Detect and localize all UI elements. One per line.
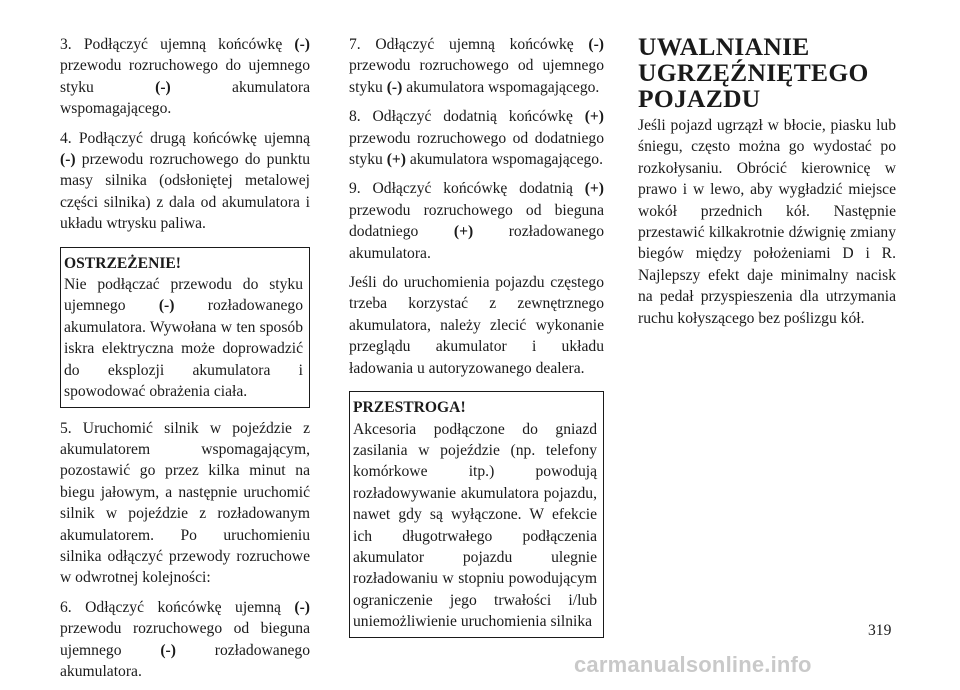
negative-terminal-symbol: (-) xyxy=(160,641,176,659)
page-number: 319 xyxy=(868,622,892,639)
negative-terminal-symbol: (-) xyxy=(158,297,175,315)
warning-title: OSTRZEŻENIE! xyxy=(64,254,181,272)
negative-terminal-symbol: (-) xyxy=(294,36,310,53)
battery-service-note: Jeśli do uruchomienia pojazdu częstego trzeba korzystać z zewnętrznego akumulatora, należy zlecić wykonanie przeglądu akumulator i układu ładowania u autoryzowanego dealera. xyxy=(349,274,604,377)
column-middle xyxy=(349,34,604,648)
section-body: Jeśli pojazd ugrzązł w błocie, piasku lub śniegu, często można go wydostać po rozkołysaniu. Obrócić kierownicę w prawo i w lewo, aby wygładzić miejsce wokół przednich kół. Następnie przestawić kilkakrotnie dźwignię zmiany biegów między położeniami D i R. Najlepszy efekt daje minimalny nacisk na pedał przyspieszenia dla utrzymania ruchu kołyszącego bez poślizgu kół. xyxy=(638,117,896,327)
watermark-text: carmanualsonline.info xyxy=(574,652,812,677)
step-3: 3. Podłączyć ujemną końcówkę (-) przewodu rozruchowego do ujemnego styku (-) akumulatora wspomagającego. xyxy=(60,36,310,118)
section-heading: UWALNIANIE UGRZĘŹNIĘTEGO POJAZDU xyxy=(638,32,869,113)
positive-terminal-symbol: (+) xyxy=(453,223,474,241)
column-left xyxy=(60,34,310,690)
positive-terminal-symbol: (+) xyxy=(584,108,604,126)
step-4: 4. Podłączyć drugą końcówkę ujemną (-) przewodu rozruchowego do punktu masy silnika (odsłoniętej metalowej części silnika) z dala od akumulatora i układu wtrysku paliwa. xyxy=(60,129,310,233)
warning-box xyxy=(60,247,310,408)
step-6: 6. Odłączyć końcówkę ujemną (-) przewodu rozruchowego od bieguna ujemnego (-) rozładowanego akumulatora. xyxy=(60,598,311,680)
positive-terminal-symbol: (+) xyxy=(584,180,604,198)
caution-box xyxy=(349,391,604,637)
negative-terminal-symbol: (-) xyxy=(155,78,171,96)
caution-text: Akcesoria podłączone do gniazd zasilania w pojeździe (np. telefony komórkowe itp.) powodują rozładowywanie akumulatora pojazdu, nawet gdy są wyłączone. W efekcie ich długotrwałego podłączenia akumulator pojazdu ulegnie rozładowaniu w stopniu powodującym ograniczenie jego trwałości i/lub uniemożliwienie uruchomienia silnika xyxy=(353,420,597,631)
positive-terminal-symbol: (+) xyxy=(386,151,406,169)
warning-text: Nie podłączać przewodu do styku ujemnego (-) rozładowanego akumulatora. Wywołana w ten sposób iskra elektryczna może doprowadzić do eksplozji akumulatora i spowodować obrażenia ciała. xyxy=(64,276,304,401)
negative-terminal-symbol: (-) xyxy=(386,78,403,96)
negative-terminal-symbol: (-) xyxy=(294,598,310,616)
negative-terminal-symbol: (-) xyxy=(588,36,604,53)
step-8: 8. Odłączyć dodatnią końcówkę (+) przewodu rozruchowego od dodatniego styku (+) akumulatora wspomagającego. xyxy=(349,108,604,169)
step-9: 9. Odłączyć końcówkę dodatnią (+) przewodu rozruchowego od bieguna dodatniego (+) rozładowanego akumulatora. xyxy=(349,180,604,262)
negative-terminal-symbol: (-) xyxy=(60,151,76,169)
step-7: 7. Odłączyć ujemną końcówkę (-) przewodu rozruchowego od ujemnego styku (-) akumulatora wspomagającego. xyxy=(349,36,604,96)
step-5: 5. Uruchomić silnik w pojeździe z akumulatorem wspomagającym, pozostawić go przez kilka minut na biegu jałowym, a następnie uruchomić silnik w pojeździe z rozładowanym akumulatorem. Po uruchomieniu silnika odłączyć przewody rozruchowe w odwrotnej kolejności: xyxy=(60,419,310,587)
column-right xyxy=(638,34,896,337)
caution-title: PRZESTROGA! xyxy=(353,399,466,417)
